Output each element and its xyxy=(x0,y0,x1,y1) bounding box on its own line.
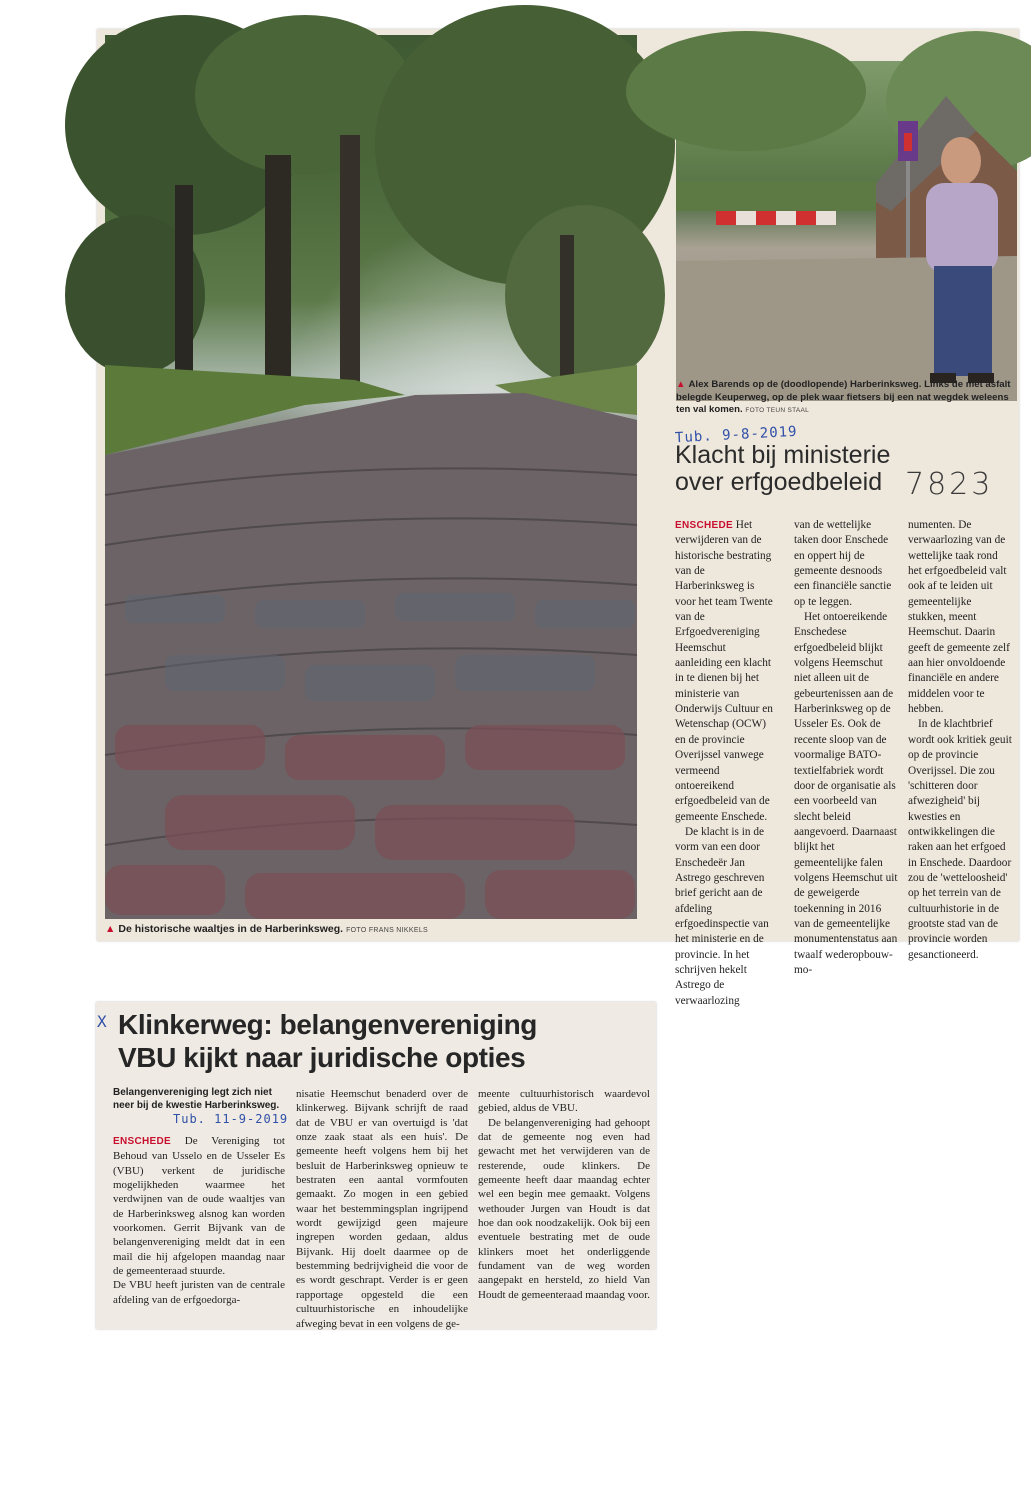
newspaper-clipping-2 xyxy=(96,1002,656,1329)
headline-line-1: Klinkerweg: belangenvereniging xyxy=(118,1009,537,1040)
caption-text: Alex Barends op de (doodlopende) Harberinksweg. Links de met asfalt belegde Keuperweg, op de plek waar fietsers bij een nat wegdek weleens ten val komen. xyxy=(676,379,1011,415)
photo-side-caption xyxy=(676,379,1016,418)
paragraph: In de klachtbrief wordt ook kritiek geuit op de provincie Overijssel. Die zou 'schitteren door afwezigheid' bij kwesties en ontwikkelingen die raken aan het erfgoed in Enschede. Daardoor zou de 'wetteloosheid' op het terrein van de cultuurhistorie in de grootste stad van de provincie worden gesanctioneerd. xyxy=(908,718,1012,961)
portrait-illustration xyxy=(676,61,1017,401)
handwritten-number: 7823 xyxy=(905,467,994,502)
photo-cobblestone-road xyxy=(105,35,637,919)
paragraph: Het ontoereikende Enschedese erfgoedbeleid blijkt volgens Heemschut niet alleen uit de gebeurtenissen aan de Harberinksweg op de Usseler Es. Ook de recente sloop van de voormalige BATO-textielfabriek wordt door de organisatie als een voorbeeld van slecht beleid aangevoerd. Daarnaast blijkt het gemeentelijke falen volgens Heemschut uit de geweigerde toekenning in 2016 van de gemeentelijke monumentenstatus aan twaalf wederopbouw-mo- xyxy=(794,611,898,976)
intro: Belangenvereniging legt zich niet neer bij de kwestie Harberinksweg. xyxy=(113,1087,280,1111)
dateline: ENSCHEDE xyxy=(675,520,733,531)
paragraph: De VBU heeft juristen van de centrale afdeling van de erfgoedorga- xyxy=(113,1279,285,1306)
paragraph: De belangenvereniging had gehoopt dat de gemeente nog even had gewacht met het verwijderen van de resterende, oude klinkers. De gemeente heeft daar maandag echter wel een begin mee gemaakt. Volgens wethouder Jurgen van Houdt is dat hoe dan ook noodzakelijk. Ook bij een eventuele bestrating met de oude klinkers moet het onderliggende fundament van de weg worden aangepakt en hersteld, zo hield Van Houdt de gemeenteraad maandag voor. xyxy=(478,1116,650,1301)
handwritten-mark: X xyxy=(97,1012,107,1031)
article-column-3 xyxy=(908,518,1012,963)
article-column-3 xyxy=(478,1087,650,1302)
paragraph: nisatie Heemschut benaderd over de klinkerweg. Bijvank schrijft de raad dat de VBU er van overtuigd is 'dat onze zaak staat als een huis'. De gemeente heeft volgens hem bij het besluit de Harberinksweg opnieuw te bestraten een aantal vormfouten gemaakt. Zo mogen in een gebied waar het bestemmingsplan ingrijpend wordt gewijzigd geen majeure ingrepen worden gedaan, aldus Bijvank. Hij doelt daarmee op de bestemming bedrijvigheid die voor de es wordt geschrapt. Verder is er geen rapportage opgesteld die een cultuurhistorische en inhoudelijke afweging bevat in een volgens de ge- xyxy=(296,1088,468,1330)
headline-line-1: Klacht bij ministerie xyxy=(675,441,891,469)
paragraph: Het verwijderen van de historische bestrating van de Harberinksweg is voor het team Twente van de Erfgoedvereniging Heemschut aanleiding een klacht in te dienen bij het ministerie van Onderwijs Cultuur en Wetenschap (OCW) en de provincie Overijssel vanwege vermeend ontoereikend erfgoedbeleid van de gemeente Enschede. xyxy=(675,519,773,823)
photo-alex-barends xyxy=(676,61,1017,401)
paragraph: meente cultuurhistorisch waardevol gebied, aldus de VBU. xyxy=(478,1088,650,1115)
headline-line-2: VBU kijkt naar juridische opties xyxy=(118,1042,526,1073)
paragraph: van de wettelijke taken door Enschede en oppert hij de gemeente desnoods een financiële sanctie op te leggen. xyxy=(794,519,892,608)
paragraph: De klacht is in de vorm van een door Enschedeër Jan Astrego geschreven brief gericht aan de afdeling erfgoedinspectie van het ministerie en de provincie. In het schrijven hekelt Astrego de verwaarlozing xyxy=(675,825,769,1007)
photo-credit: FOTO FRANS NIKKELS xyxy=(346,927,428,934)
paragraph: De Vereniging tot Behoud van Usselo en de Usseler Es (VBU) verkent de juridische mogelijkheden waarmee het verdwijnen van de oude waaltjes van de Harberinksweg alsnog kan worden voorkomen. Gerrit Bijvank van de belangenvereniging meldt dat in een mail die hij afgelopen maandag naar de gemeenteraad stuurde. xyxy=(113,1135,285,1278)
article-column-2 xyxy=(794,518,898,978)
article-column-2 xyxy=(296,1087,468,1331)
headline xyxy=(118,1008,648,1074)
handwritten-date: Tub. 9-8-2019 xyxy=(674,423,798,447)
headline-line-2: over erfgoedbeleid xyxy=(675,468,883,496)
photo-main-caption xyxy=(105,923,428,935)
dateline: ENSCHEDE xyxy=(113,1136,171,1147)
photo-credit: FOTO TEUN STAAL xyxy=(745,407,810,414)
handwritten-date: Tub. 11-9-2019 xyxy=(173,1112,289,1126)
paragraph: numenten. De verwaarlozing van de wettelijke taak rond het erfgoedbeleid valt ook af te leiden uit gemeentelijke stukken, meent Heemschut. Daarin geeft de gemeente zelf aan hier onvoldoende financiële en andere middelen voor te hebben. xyxy=(908,519,1010,716)
article-column-1 xyxy=(675,518,773,1009)
caption-text: De historische waaltjes in de Harberinksweg. xyxy=(118,923,344,935)
newspaper-clipping-1 xyxy=(97,29,1019,1007)
headline xyxy=(675,442,905,496)
triangle-icon: ▲ xyxy=(676,379,686,390)
cobblestone-illustration xyxy=(105,35,637,919)
triangle-icon: ▲ xyxy=(105,923,116,935)
article-column-1 xyxy=(113,1134,285,1307)
